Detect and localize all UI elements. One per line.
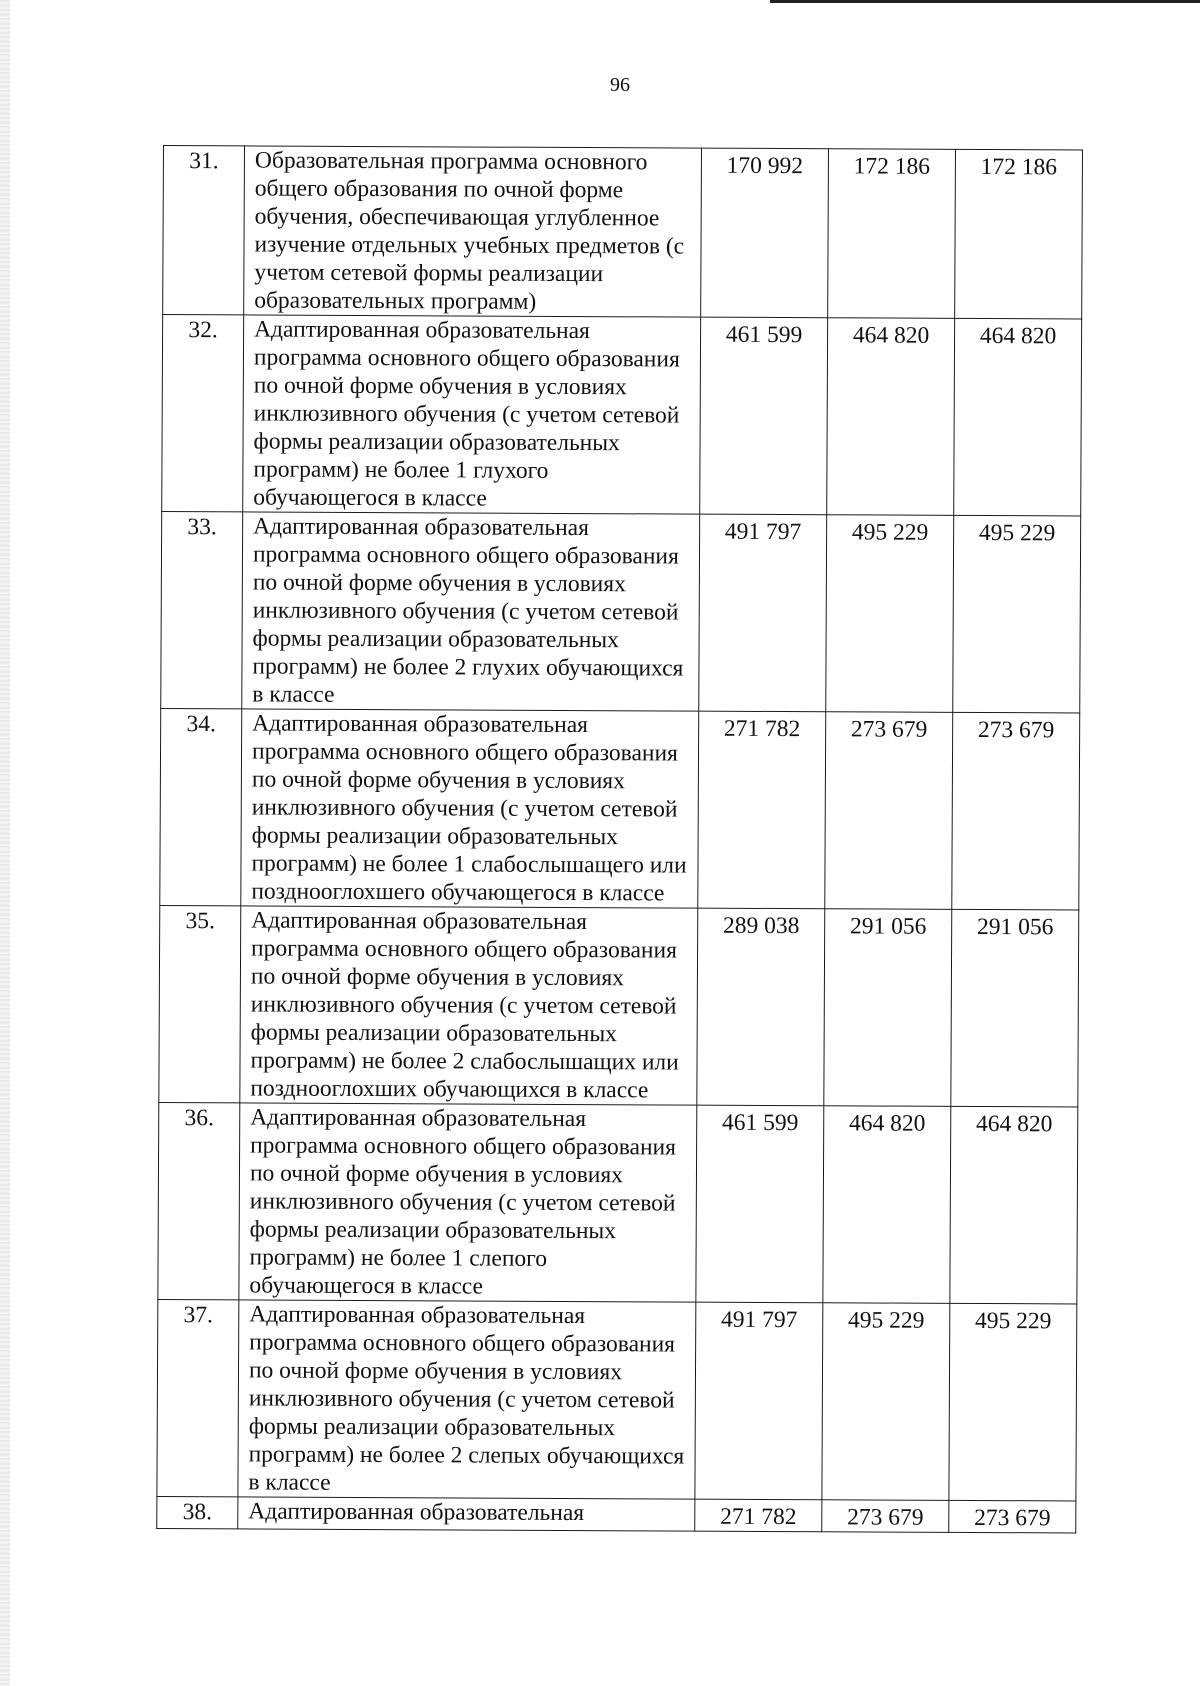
- value-col-3: 172 186: [955, 149, 1083, 319]
- value-col-1: 491 797: [699, 514, 827, 712]
- value-col-2: 291 056: [824, 909, 952, 1107]
- value-col-2: 273 679: [822, 1500, 949, 1533]
- program-description: Адаптированная образовательная программа основного общего образования по очной форме обучения в условиях инклюзивного обучения (с учетом сетевой формы реализации образовательных программ) не более 2 глухих обучающихся в классе: [242, 512, 700, 711]
- value-col-3: 495 229: [953, 515, 1081, 713]
- value-col-1: 461 599: [696, 1105, 824, 1303]
- value-col-2: 495 229: [826, 515, 954, 713]
- table-row: [161, 511, 1081, 712]
- row-number: 38.: [157, 1496, 238, 1528]
- value-col-3: 273 679: [952, 712, 1080, 910]
- row-number: 36.: [158, 1102, 240, 1299]
- page-number: 96: [610, 74, 630, 96]
- row-number: 34.: [160, 708, 242, 905]
- value-col-3: 495 229: [949, 1303, 1077, 1501]
- program-description: Адаптированная образовательная программа основного общего образования по очной форме обучения в условиях инклюзивного обучения (с учетом сетевой формы реализации образовательных программ) не более 2 слепых обучающихся в классе: [238, 1300, 696, 1499]
- value-col-1: 289 038: [697, 908, 825, 1106]
- row-number: 32.: [162, 315, 244, 512]
- scan-edge: [0, 0, 10, 1686]
- row-number: 37.: [157, 1299, 239, 1496]
- program-description: Адаптированная образовательная программа основного общего образования по очной форме обучения в условиях инклюзивного обучения (с учетом сетевой формы реализации образовательных программ) не более 1 слабослышащего или позднооглохшего обучающегося в классе: [241, 709, 699, 908]
- row-number: 31.: [163, 146, 245, 315]
- value-col-3: 291 056: [951, 909, 1079, 1107]
- row-number: 35.: [159, 905, 241, 1102]
- value-col-3: 464 820: [954, 318, 1082, 516]
- value-col-2: 495 229: [822, 1303, 950, 1501]
- value-col-1: 491 797: [695, 1302, 823, 1500]
- row-number: 33.: [161, 511, 243, 708]
- value-col-2: 464 820: [827, 318, 955, 516]
- table-row: [163, 146, 1083, 319]
- table-row: [157, 1496, 1076, 1532]
- value-col-2: 172 186: [828, 149, 956, 319]
- value-col-1: 461 599: [700, 317, 828, 515]
- program-description: Адаптированная образовательная: [238, 1497, 695, 1531]
- value-col-3: 464 820: [950, 1106, 1078, 1304]
- program-description: Адаптированная образовательная программа основного общего образования по очной форме обучения в условиях инклюзивного обучения (с учетом сетевой формы реализации образовательных программ) не более 2 слабослышащих или позднооглохших обучающихся в классе: [240, 906, 698, 1105]
- table-row: [162, 315, 1082, 516]
- value-col-2: 464 820: [823, 1106, 951, 1304]
- value-col-1: 271 782: [695, 1499, 822, 1532]
- table-row: [158, 1102, 1078, 1303]
- table-row: [159, 905, 1079, 1106]
- value-col-3: 273 679: [949, 1500, 1076, 1533]
- scan-top-line: [770, 0, 1200, 3]
- value-col-2: 273 679: [825, 712, 953, 910]
- table-row: [157, 1299, 1077, 1500]
- value-col-1: 170 992: [701, 148, 829, 318]
- value-col-1: 271 782: [698, 711, 826, 909]
- norms-table: [156, 145, 1083, 1533]
- table-row: [160, 708, 1080, 909]
- program-description: Адаптированная образовательная программа основного общего образования по очной форме обучения в условиях инклюзивного обучения (с учетом сетевой формы реализации образовательных программ) не более 1 слепого обучающегося в классе: [239, 1103, 697, 1302]
- program-description: Адаптированная образовательная программа основного общего образования по очной форме обучения в условиях инклюзивного обучения (с учетом сетевой формы реализации образовательных программ) не более 1 глухого обучающегося в классе: [243, 315, 701, 514]
- program-description: Образовательная программа основного общего образования по очной форме обучения, обеспечивающая углубленное изучение отдельных учебных предметов (с учетом сетевой формы реализации образовательных программ): [244, 146, 702, 317]
